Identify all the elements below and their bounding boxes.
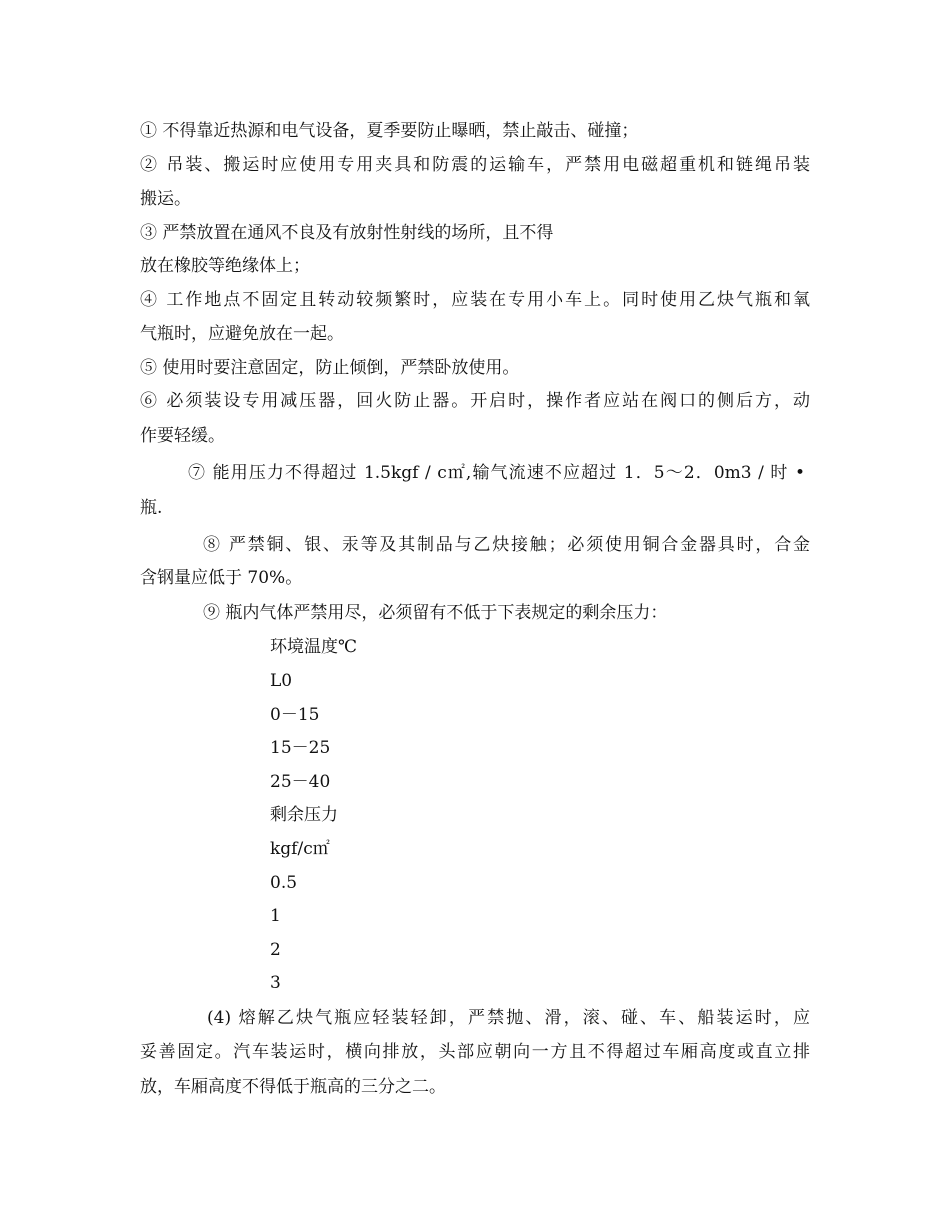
text-line: ⑧ 严禁铜、银、汞等及其制品与乙炔接触；必须使用铜合金器具时，合金 (203, 535, 810, 555)
table-item: 25－40 (270, 772, 331, 792)
table-item: L0 (270, 671, 293, 691)
text-line: 瓶. (140, 498, 163, 518)
text-line: 妥善固定。汽车装运时，横向排放，头部应朝向一方且不得超过车厢高度或直立排 (140, 1042, 810, 1062)
text-line: ③ 严禁放置在通风不良及有放射性射线的场所，且不得 (140, 223, 554, 243)
table-item: 剩余压力 (270, 805, 338, 825)
table-item: 0－15 (270, 705, 320, 725)
text-line: (4) 熔解乙炔气瓶应轻装轻卸，严禁抛、滑，滚、碰、车、船装运时，应 (207, 1008, 810, 1028)
text-line: 放在橡胶等绝缘体上； (140, 256, 310, 276)
text-line: ⑤ 使用时要注意固定，防止倾倒，严禁卧放使用。 (140, 358, 520, 378)
text-line: ⑥ 必须装设专用减压器，回火防止器。开启时，操作者应站在阀口的侧后方，动 (140, 391, 810, 411)
text-line: ① 不得靠近热源和电气设备，夏季要防止曝晒，禁止敲击、碰撞； (140, 121, 639, 141)
text-line: 含钢量应低于 70%。 (140, 568, 303, 588)
table-item: 环境温度℃ (270, 637, 358, 657)
table-item: 0.5 (270, 873, 298, 893)
text-line: 放，车厢高度不得低于瓶高的三分之二。 (140, 1077, 446, 1097)
table-item: 1 (270, 906, 281, 926)
table-item: 15－25 (270, 738, 331, 758)
table-item: 3 (270, 973, 281, 993)
text-line: 作要轻缓。 (140, 426, 225, 446)
table-item: 2 (270, 940, 281, 960)
table-item: kgf/c㎡ (270, 839, 330, 859)
text-line: ④ 工作地点不固定且转动较频繁时，应装在专用小车上。同时使用乙炔气瓶和氧 (140, 290, 810, 310)
text-line: 搬运。 (140, 189, 191, 209)
text-line: ⑦ 能用压力不得超过 1.5kgf / c㎡,输气流速不应超过 1．5～2．0m3 / 时 • (188, 463, 805, 483)
text-line: ⑨ 瓶内气体严禁用尽，必须留有不低于下表规定的剩余压力： (203, 603, 668, 623)
text-line: ② 吊装、搬运时应使用专用夹具和防震的运输车，严禁用电磁超重机和链绳吊装 (140, 155, 810, 175)
text-line: 气瓶时，应避免放在一起。 (140, 324, 344, 344)
